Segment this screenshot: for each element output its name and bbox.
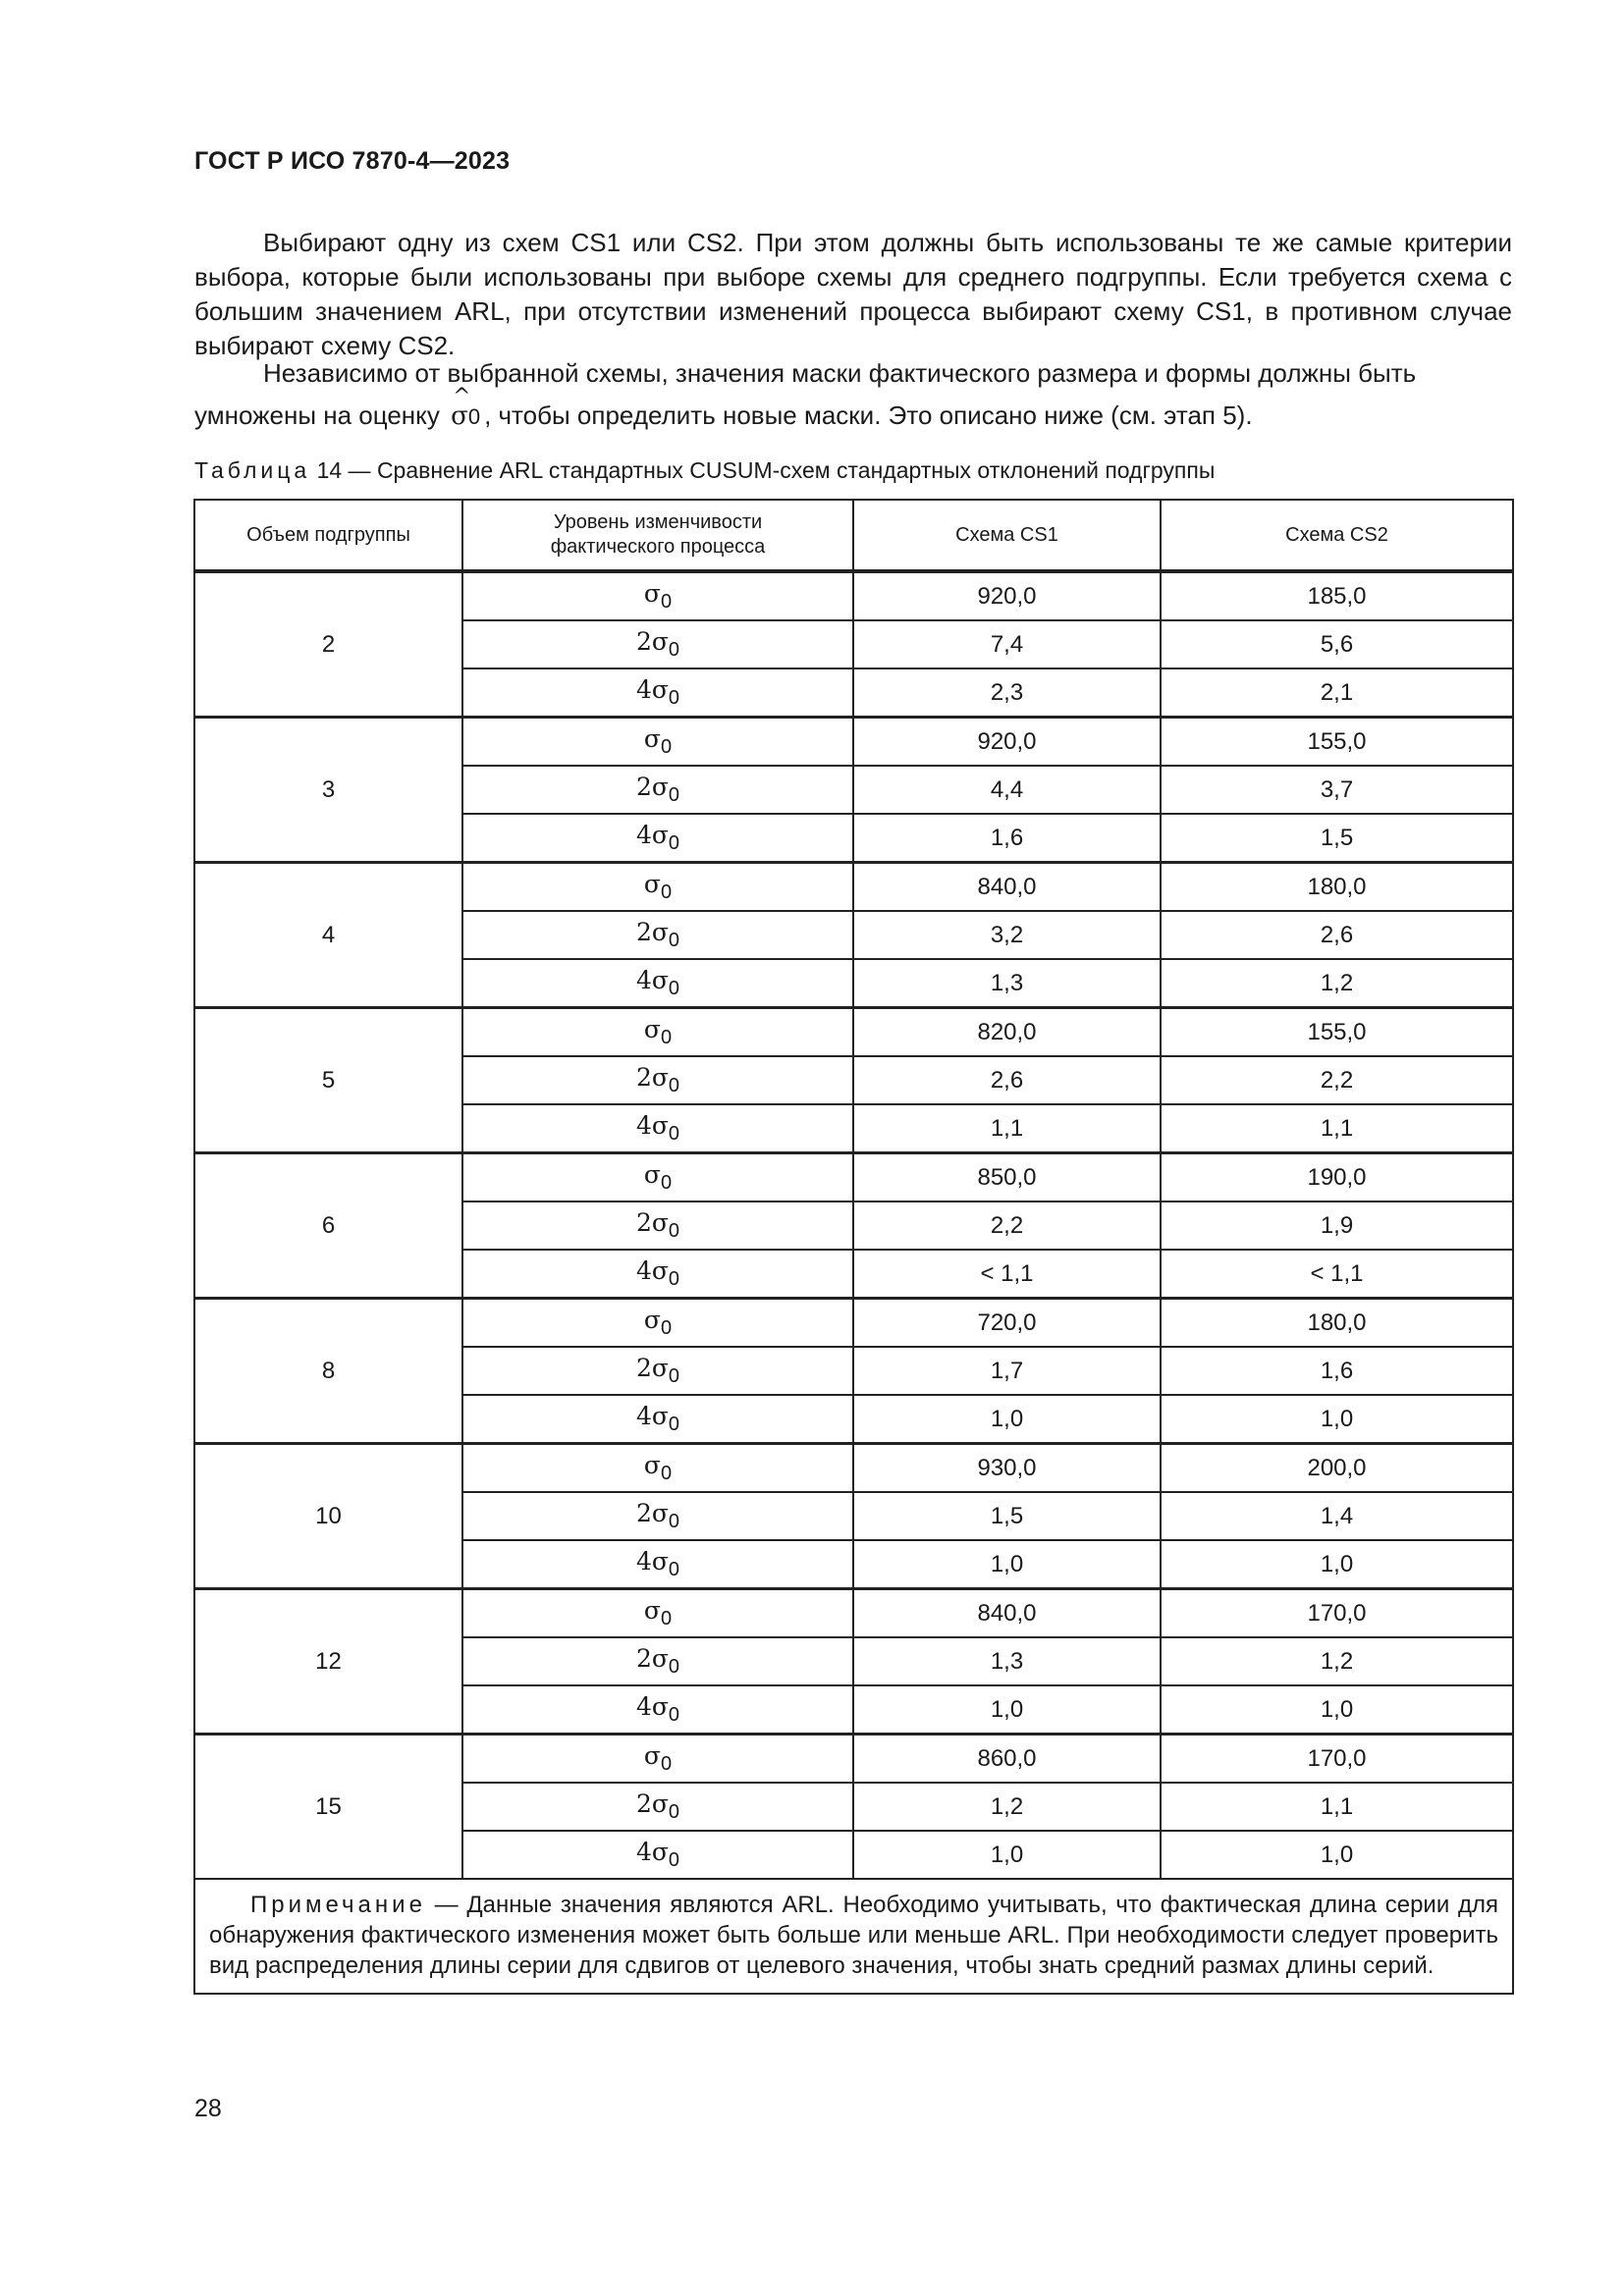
cell-cs1-value: 1,0 xyxy=(853,1831,1161,1879)
cell-cs1-value: 4,4 xyxy=(853,766,1161,814)
cell-cs1-value: < 1,1 xyxy=(853,1250,1161,1299)
note-text: — Данные значения являются ARL. Необходимо учитывать, что фактическая длина серии для обнаружения фактического изменения может быть больше или меньше ARL. При необходимости следует проверить вид распределения длины серии для сдвигов от целевого значения, чтобы знать средний размах длины серий. xyxy=(209,1892,1498,1979)
cell-cs2-value: 1,2 xyxy=(1161,959,1513,1008)
cell-variability-level: $\sigma_0$ xyxy=(462,863,853,912)
cell-cs1-value: 2,3 xyxy=(853,668,1161,718)
cell-cs2-value: 155,0 xyxy=(1161,718,1513,767)
cell-variability-level: $4\sigma_0$ xyxy=(462,1104,853,1153)
cell-cs1-value: 850,0 xyxy=(853,1153,1161,1202)
cell-cs2-value: 1,0 xyxy=(1161,1395,1513,1444)
cell-cs2-value: 155,0 xyxy=(1161,1008,1513,1057)
cell-subgroup-size: 3 xyxy=(194,718,462,863)
cell-cs2-value: 1,1 xyxy=(1161,1104,1513,1153)
cell-cs2-value: 2,2 xyxy=(1161,1056,1513,1104)
cell-variability-level: $2\sigma_0$ xyxy=(462,1201,853,1250)
cell-variability-level: $2\sigma_0$ xyxy=(462,766,853,814)
cell-cs2-value: 180,0 xyxy=(1161,863,1513,912)
cell-cs1-value: 1,3 xyxy=(853,1637,1161,1685)
table-row xyxy=(194,1299,1513,1348)
page-number: 28 xyxy=(194,2095,222,2122)
paragraph-text: Выбирают одну из схем CS1 или CS2. При этом должны быть использованы те же самые критерии выбора, которые были использованы при выборе схемы для среднего подгруппы. Если требуется схема с большим значением ARL, при отсутствии изменений процесса выбирают схему CS1, в противном случае выбирают схему CS2. xyxy=(194,228,1512,360)
paragraph-text-line2-start: умножены на оценку xyxy=(194,400,440,430)
table-row xyxy=(194,1153,1513,1202)
cell-subgroup-size: 2 xyxy=(194,571,462,718)
header-subgroup-size: Объем подгруппы xyxy=(194,500,462,571)
cell-cs1-value: 1,0 xyxy=(853,1540,1161,1589)
cell-variability-level: $4\sigma_0$ xyxy=(462,1540,853,1589)
cell-variability-level: $2\sigma_0$ xyxy=(462,620,853,668)
header-variability-level: Уровень изменчивости фактического процесса xyxy=(462,500,853,571)
cell-cs1-value: 720,0 xyxy=(853,1299,1161,1348)
cell-cs2-value: 170,0 xyxy=(1161,1735,1513,1784)
table-row xyxy=(194,863,1513,912)
cell-cs1-value: 3,2 xyxy=(853,911,1161,959)
cell-cs1-value: 2,2 xyxy=(853,1201,1161,1250)
cell-variability-level: $4\sigma_0$ xyxy=(462,1685,853,1735)
table-row xyxy=(194,718,1513,767)
table-note xyxy=(194,1879,1513,1994)
cell-cs1-value: 1,7 xyxy=(853,1347,1161,1395)
cell-cs2-value: 1,4 xyxy=(1161,1492,1513,1540)
cell-cs2-value: 185,0 xyxy=(1161,571,1513,620)
cell-cs1-value: 820,0 xyxy=(853,1008,1161,1057)
cell-cs2-value: 3,7 xyxy=(1161,766,1513,814)
table-note-row xyxy=(194,1879,1513,1994)
cell-cs2-value: 200,0 xyxy=(1161,1444,1513,1493)
cell-variability-level: $\sigma_0$ xyxy=(462,1008,853,1057)
table-caption-label: Таблица xyxy=(194,457,311,483)
header-scheme-cs1: Схема CS1 xyxy=(853,500,1161,571)
table-row xyxy=(194,1735,1513,1784)
cell-variability-level: $4\sigma_0$ xyxy=(462,668,853,718)
cell-subgroup-size: 4 xyxy=(194,863,462,1008)
cell-cs1-value: 2,6 xyxy=(853,1056,1161,1104)
cell-variability-level: $2\sigma_0$ xyxy=(462,1056,853,1104)
cell-subgroup-size: 15 xyxy=(194,1735,462,1880)
cell-variability-level: $\sigma_0$ xyxy=(462,1299,853,1348)
cell-variability-level: $\sigma_0$ xyxy=(462,571,853,620)
cell-subgroup-size: 10 xyxy=(194,1444,462,1589)
cell-variability-level: $2\sigma_0$ xyxy=(462,1492,853,1540)
cell-variability-level: $\sigma_0$ xyxy=(462,1735,853,1784)
cell-variability-level: $4\sigma_0$ xyxy=(462,1831,853,1879)
cell-cs2-value: 1,2 xyxy=(1161,1637,1513,1685)
paragraph-text-line2-end: , чтобы определить новые маски. Это описано ниже (см. этап 5). xyxy=(484,400,1253,430)
table-caption-text: 14 — Сравнение ARL стандартных CUSUM-схем стандартных отклонений подгруппы xyxy=(310,457,1216,483)
paragraph-scheme-choice xyxy=(194,226,1512,363)
cell-cs2-value: < 1,1 xyxy=(1161,1250,1513,1299)
cell-subgroup-size: 8 xyxy=(194,1299,462,1444)
cell-variability-level: $2\sigma_0$ xyxy=(462,1347,853,1395)
cell-cs1-value: 1,5 xyxy=(853,1492,1161,1540)
cell-cs2-value: 5,6 xyxy=(1161,620,1513,668)
table-row xyxy=(194,1589,1513,1638)
note-label: Примечание xyxy=(250,1892,426,1918)
cell-cs1-value: 1,3 xyxy=(853,959,1161,1008)
cell-cs2-value: 1,1 xyxy=(1161,1783,1513,1831)
cell-variability-level: $4\sigma_0$ xyxy=(462,814,853,863)
arl-comparison-table xyxy=(193,499,1514,1995)
table-header-row xyxy=(194,500,1513,571)
cell-cs2-value: 1,0 xyxy=(1161,1831,1513,1879)
table-row xyxy=(194,1008,1513,1057)
cell-cs1-value: 1,0 xyxy=(853,1395,1161,1444)
cell-cs2-value: 1,5 xyxy=(1161,814,1513,863)
cell-cs1-value: 1,6 xyxy=(853,814,1161,863)
cell-variability-level: $\sigma_0$ xyxy=(462,1444,853,1493)
cell-cs2-value: 1,9 xyxy=(1161,1201,1513,1250)
cell-cs2-value: 180,0 xyxy=(1161,1299,1513,1348)
cell-cs1-value: 920,0 xyxy=(853,571,1161,620)
cell-variability-level: $2\sigma_0$ xyxy=(462,911,853,959)
cell-cs1-value: 860,0 xyxy=(853,1735,1161,1784)
cell-variability-level: $4\sigma_0$ xyxy=(462,1250,853,1299)
cell-subgroup-size: 6 xyxy=(194,1153,462,1299)
cell-cs1-value: 1,0 xyxy=(853,1685,1161,1735)
cell-cs1-value: 1,2 xyxy=(853,1783,1161,1831)
table-row xyxy=(194,571,1513,620)
table-caption xyxy=(194,457,1215,484)
cell-variability-level: $4\sigma_0$ xyxy=(462,959,853,1008)
cell-cs2-value: 1,0 xyxy=(1161,1540,1513,1589)
paragraph-mask-scaling xyxy=(194,356,1512,434)
cell-subgroup-size: 12 xyxy=(194,1589,462,1735)
cell-cs1-value: 7,4 xyxy=(853,620,1161,668)
cell-variability-level: $2\sigma_0$ xyxy=(462,1637,853,1685)
cell-cs1-value: 1,1 xyxy=(853,1104,1161,1153)
header-scheme-cs2: Схема CS2 xyxy=(1161,500,1513,571)
cell-cs2-value: 1,0 xyxy=(1161,1685,1513,1735)
cell-cs1-value: 840,0 xyxy=(853,1589,1161,1638)
cell-variability-level: $\sigma_0$ xyxy=(462,718,853,767)
cell-variability-level: $2\sigma_0$ xyxy=(462,1783,853,1831)
cell-variability-level: $\sigma_0$ xyxy=(462,1589,853,1638)
document-header: ГОСТ Р ИСО 7870-4—2023 xyxy=(194,147,511,175)
cell-cs2-value: 2,1 xyxy=(1161,668,1513,718)
cell-cs2-value: 1,6 xyxy=(1161,1347,1513,1395)
cell-subgroup-size: 5 xyxy=(194,1008,462,1153)
cell-cs2-value: 2,6 xyxy=(1161,911,1513,959)
cell-cs1-value: 930,0 xyxy=(853,1444,1161,1493)
cell-cs1-value: 840,0 xyxy=(853,863,1161,912)
cell-variability-level: $4\sigma_0$ xyxy=(462,1395,853,1444)
cell-cs2-value: 170,0 xyxy=(1161,1589,1513,1638)
table-row xyxy=(194,1444,1513,1493)
cell-cs1-value: 920,0 xyxy=(853,718,1161,767)
cell-cs2-value: 190,0 xyxy=(1161,1153,1513,1202)
paragraph-text-line1: Независимо от выбранной схемы, значения маски фактического размера и формы должны быть xyxy=(263,358,1417,388)
sigma-hat-symbol: ^ σ0 xyxy=(451,385,481,431)
cell-variability-level: $\sigma_0$ xyxy=(462,1153,853,1202)
